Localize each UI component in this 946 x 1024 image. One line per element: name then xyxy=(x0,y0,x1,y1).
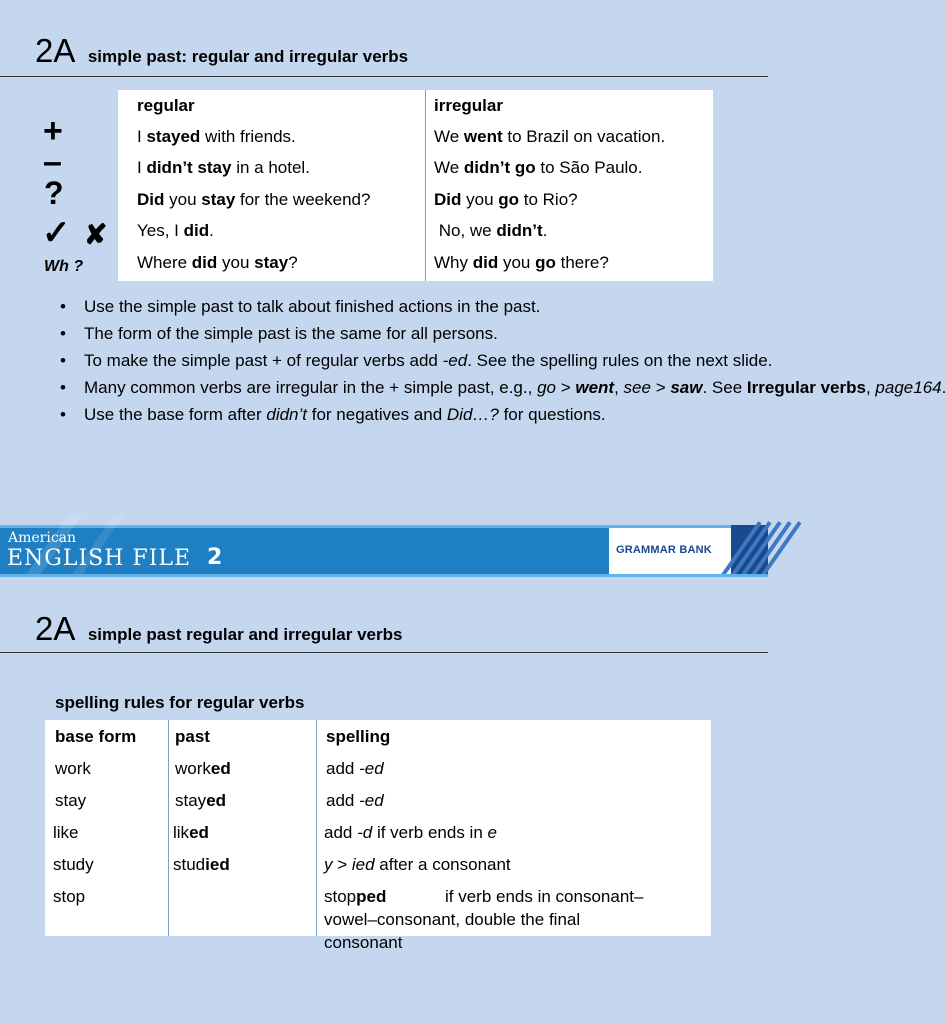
text-segment: you xyxy=(498,253,536,272)
text-segment: ed xyxy=(206,791,227,810)
text-segment: . See xyxy=(702,378,747,397)
brand-banner xyxy=(0,525,768,577)
grammar-bank-label: GRAMMAR BANK xyxy=(616,544,712,556)
brand-name-small: American xyxy=(8,530,77,546)
text-segment: to São Paulo. xyxy=(535,158,643,177)
spelling-rule-cell xyxy=(324,822,497,844)
text-segment: stop xyxy=(324,887,357,906)
text-segment: add xyxy=(324,823,358,842)
text-segment: The form of the simple past is the same for all persons. xyxy=(84,324,498,343)
text-segment: > xyxy=(555,378,576,397)
text-segment: > xyxy=(332,855,352,874)
text-segment: stay xyxy=(201,190,236,209)
text-segment: Use the simple past to talk about finished actions in the past. xyxy=(84,297,541,316)
text-segment: We xyxy=(434,127,464,146)
column-header-spelling: spelling xyxy=(326,727,391,746)
base-form-cell: study xyxy=(53,855,94,874)
text-segment: for questions. xyxy=(498,405,606,424)
wh-question-label: Wh ? xyxy=(44,258,84,275)
text-segment: in a hotel. xyxy=(231,158,310,177)
text-segment: Did…? xyxy=(446,405,499,424)
spelling-rule-line: if verb ends in consonant– xyxy=(445,887,644,906)
text-segment: you xyxy=(461,190,499,209)
base-form-cell: stay xyxy=(55,791,87,810)
text-segment: ped xyxy=(356,887,387,906)
slide-heading xyxy=(35,32,408,72)
spelling-rule-cell xyxy=(324,854,511,876)
base-form-cell: stop xyxy=(53,887,86,906)
heading-divider xyxy=(0,652,768,653)
check-icon: ✓ xyxy=(42,214,71,252)
grammar-table xyxy=(118,90,713,281)
column-header-base-form: base form xyxy=(55,727,137,746)
column-header-past: past xyxy=(175,727,210,746)
text-segment: add xyxy=(326,759,360,778)
text-segment: Use the base form after xyxy=(84,405,267,424)
text-segment: work xyxy=(175,759,211,778)
text-segment: did xyxy=(472,253,499,272)
text-segment: Did xyxy=(137,190,165,209)
base-form-cell: work xyxy=(55,759,91,778)
minus-icon: – xyxy=(43,143,62,181)
text-segment: stay xyxy=(254,253,289,272)
text-segment: did xyxy=(191,253,218,272)
text-segment: did xyxy=(183,221,210,240)
text-segment: see xyxy=(623,378,651,397)
slide-spelling-rules xyxy=(0,577,768,1024)
text-segment: go xyxy=(535,253,556,272)
text-segment: , xyxy=(614,378,624,397)
text-segment: stay xyxy=(175,791,207,810)
text-segment: didn’t stay xyxy=(146,158,232,177)
text-segment: Where xyxy=(137,253,192,272)
irregular-example xyxy=(434,220,547,242)
cross-icon: ✘ xyxy=(84,219,108,250)
irregular-example xyxy=(434,157,643,179)
lesson-code: 2A xyxy=(35,610,76,647)
plus-icon: + xyxy=(43,112,63,150)
slide-title: simple past regular and irregular verbs xyxy=(87,625,403,644)
banner-corner-decoration xyxy=(731,525,768,577)
brand-level: 2 xyxy=(207,545,223,570)
usage-notes-list xyxy=(54,296,946,431)
text-segment: -ed xyxy=(359,759,384,778)
text-segment: after a consonant xyxy=(374,855,511,874)
usage-note xyxy=(54,296,734,318)
regular-example xyxy=(137,189,370,211)
spelling-table xyxy=(45,720,711,952)
text-segment: No, we xyxy=(434,221,497,240)
text-segment: ed xyxy=(189,823,209,842)
lesson-code: 2A xyxy=(35,32,76,69)
text-segment: . xyxy=(542,221,548,240)
text-segment: Yes, I xyxy=(137,221,184,240)
slide-heading xyxy=(35,610,402,650)
text-segment: didn’t xyxy=(266,405,308,424)
past-form-cell xyxy=(175,758,231,780)
text-segment: We xyxy=(434,158,464,177)
text-segment: To make the simple past + of regular verbs add xyxy=(84,351,443,370)
text-segment: went xyxy=(575,378,615,397)
text-segment: if verb ends in xyxy=(372,823,488,842)
spelling-rule-cell xyxy=(326,790,384,812)
text-segment: with friends. xyxy=(200,127,296,146)
text-segment: Many common verbs are irregular in the + simple past, e.g., xyxy=(84,378,538,397)
regular-example xyxy=(137,252,298,274)
text-segment: ed xyxy=(210,759,231,778)
regular-example xyxy=(137,220,214,242)
usage-note xyxy=(54,404,734,426)
text-segment: go xyxy=(498,190,520,209)
text-segment: you xyxy=(164,190,202,209)
spelling-rules-subtitle: spelling rules for regular verbs xyxy=(55,693,305,712)
question-icon: ? xyxy=(44,175,64,211)
text-segment: there? xyxy=(555,253,609,272)
past-form-cell xyxy=(175,790,226,812)
text-segment: I xyxy=(137,158,147,177)
text-segment: saw xyxy=(670,378,703,397)
text-segment: . See the spelling rules on the next slide. xyxy=(467,351,773,370)
regular-example xyxy=(137,157,310,179)
text-segment: ied xyxy=(205,855,230,874)
usage-note xyxy=(54,323,734,345)
base-form-cell: like xyxy=(53,823,79,842)
text-segment: e xyxy=(487,823,497,842)
grammar-bank-label-box xyxy=(609,528,731,574)
text-segment: go xyxy=(537,378,556,397)
text-segment: y xyxy=(324,855,333,874)
column-regular xyxy=(118,90,425,281)
text-segment: add xyxy=(326,791,360,810)
text-segment: Why xyxy=(434,253,473,272)
text-segment: > xyxy=(650,378,671,397)
text-segment: stayed xyxy=(146,127,201,146)
brand-name-large: ENGLISH FILE xyxy=(7,546,192,571)
regular-example xyxy=(137,126,296,148)
text-segment xyxy=(575,378,614,397)
text-segment: you xyxy=(217,253,255,272)
text-segment: . xyxy=(209,221,214,240)
column-header-regular: regular xyxy=(137,96,195,115)
text-segment: lik xyxy=(173,823,190,842)
text-segment xyxy=(670,378,702,397)
usage-note xyxy=(54,350,773,372)
text-segment: ied xyxy=(351,855,375,874)
column-header-irregular: irregular xyxy=(434,96,503,115)
spelling-example-word xyxy=(324,886,386,908)
text-segment: Irregular verbs xyxy=(746,378,866,397)
irregular-example xyxy=(434,126,665,148)
text-segment: , xyxy=(865,378,876,397)
column-divider xyxy=(168,720,169,936)
text-segment: -d xyxy=(357,823,373,842)
text-segment: didn’t xyxy=(496,221,543,240)
heading-divider xyxy=(0,76,768,77)
irregular-example xyxy=(434,189,578,211)
text-segment: stud xyxy=(173,855,206,874)
text-segment: ? xyxy=(288,253,298,272)
irregular-example xyxy=(434,252,609,274)
text-segment: for negatives and xyxy=(307,405,447,424)
spelling-rule-line: consonant xyxy=(324,933,403,952)
text-segment: to Rio? xyxy=(519,190,578,209)
text-segment: Did xyxy=(434,190,462,209)
spelling-rule-cell xyxy=(326,758,384,780)
text-segment: -ed xyxy=(442,351,468,370)
text-segment: I xyxy=(137,127,147,146)
column-divider xyxy=(316,720,317,936)
spelling-rule-line: vowel–consonant, double the final xyxy=(324,910,581,929)
usage-note xyxy=(54,377,946,399)
text-segment: went xyxy=(463,127,503,146)
column-irregular xyxy=(426,90,713,281)
slide-title: simple past: regular and irregular verbs xyxy=(87,47,409,66)
text-segment: . xyxy=(941,378,946,397)
text-segment: page164 xyxy=(875,378,942,397)
text-segment: to Brazil on vacation. xyxy=(502,127,666,146)
text-segment: didn’t go xyxy=(463,158,536,177)
past-form-cell xyxy=(173,822,209,844)
text-segment: for the weekend? xyxy=(235,190,371,209)
past-form-cell xyxy=(173,854,230,876)
text-segment: -ed xyxy=(359,791,384,810)
